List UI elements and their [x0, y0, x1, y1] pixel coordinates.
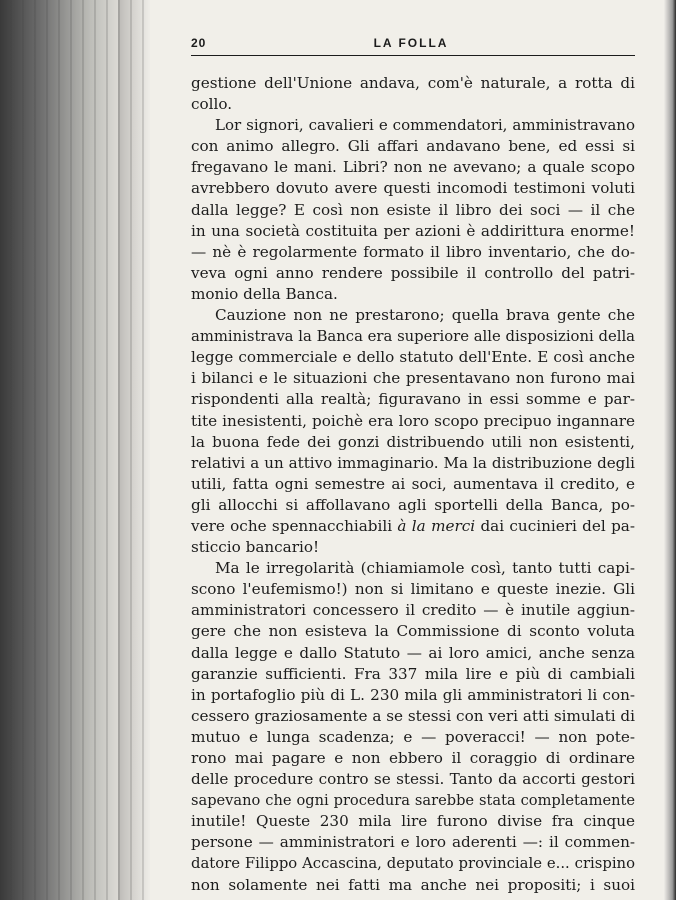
- text-line: con animo allegro. Gli affari andavano bene, ed essi si: [191, 137, 635, 156]
- page-number: 20: [191, 36, 207, 50]
- text-line: fregavano le mani. Libri? non ne avevano; a quale scopo: [191, 158, 635, 177]
- text-line: scono l'eufemismo!) non si limitano e queste inezie. Gli: [191, 580, 635, 599]
- text-line: cessero graziosamente a se stessi con veri atti simulati di: [191, 706, 635, 725]
- text-line: dalla legge? E così non esiste il libro dei soci — il che: [191, 200, 635, 219]
- text-line: monio della Banca.: [191, 284, 338, 303]
- text-line: avrebbero dovuto avere questi incomodi testimoni voluti: [191, 179, 635, 198]
- text-line: gestione dell'Unione andava, com'è naturale, a rotta di: [191, 74, 635, 92]
- text-line: persone — amministratori e loro aderenti —: il commen-: [191, 833, 635, 852]
- text-line: i bilanci e le situazioni che presentavano non furono mai: [191, 369, 635, 388]
- header-rule: [191, 55, 635, 56]
- text-line: Cauzione non ne prestarono; quella brava gente che: [215, 306, 635, 325]
- binding-shadow: [118, 0, 150, 900]
- text-line: legge commerciale e dello statuto dell'Ente. E così anche: [191, 348, 635, 367]
- text-fragment: dai cucinieri del pa-: [475, 516, 635, 535]
- text-line: in una società costituita per azioni è addirittura enorme!: [191, 221, 635, 240]
- text-line: gere che non esisteva la Commissione di sconto voluta: [191, 622, 635, 641]
- text-line: relativi a un attivo immaginario. Ma la distribuzione degli: [191, 453, 635, 472]
- text-line: in portafoglio più di L. 230 mila gli amministratori li con-: [191, 685, 635, 704]
- text-line: garanzie sufficienti. Fra 337 mila lire e più di cambiali: [191, 664, 635, 683]
- body-text: [191, 73, 635, 896]
- text-line: sapevano che ogni procedura sarebbe stata completamente: [191, 792, 635, 810]
- text-line: delle procedure contro se stessi. Tanto da accorti gestori: [191, 770, 635, 789]
- italic-phrase: à la merci: [397, 516, 476, 535]
- text-line: non solamente nei fatti ma anche nei propositi; i suoi: [191, 875, 635, 894]
- text-line: inutile! Queste 230 mila lire furono divise fra cinque: [191, 812, 635, 831]
- text-line: mutuo e lunga scadenza; e — poveracci! — non pote-: [191, 727, 635, 746]
- text-line: amministrava la Banca era superiore alle disposizioni della: [191, 328, 635, 346]
- page-right-edge: [664, 0, 676, 900]
- text-line: dalla legge e dallo Statuto — ai loro amici, anche senza: [191, 643, 635, 662]
- text-line: — nè è regolarmente formato il libro inventario, che do-: [191, 242, 635, 261]
- text-line: utili, fatta ogni semestre ai soci, aumentava il credito, e: [191, 474, 635, 493]
- text-line: [191, 516, 635, 537]
- text-line: la buona fede dei gonzi distribuendo utili non esistenti,: [191, 432, 635, 451]
- text-line: datore Filippo Accascina, deputato provinciale e... crispino: [191, 855, 635, 873]
- text-line: Ma le irregolarità (chiamiamole così, tanto tutti capi-: [215, 559, 635, 578]
- text-fragment: vere oche spennacchiabili: [191, 516, 398, 535]
- running-head: [191, 36, 631, 56]
- text-line: veva ogni anno rendere possibile il controllo del patri-: [191, 263, 635, 282]
- text-line: tite inesistenti, poichè era loro scopo precipuo ingannare: [191, 411, 635, 430]
- text-line: amministratori concessero il credito — è inutile aggiun-: [191, 601, 635, 620]
- text-line: Lor signori, cavalieri e commendatori, amministravano: [215, 116, 635, 135]
- text-line: rispondenti alla realtà; figuravano in essi somme e par-: [191, 390, 635, 409]
- text-line: gli allocchi si affollavano agli sportelli della Banca, po-: [191, 495, 635, 514]
- text-line: rono mai pagare e non ebbero il coraggio di ordinare: [191, 749, 635, 767]
- running-title: LA FOLLA: [373, 36, 449, 50]
- text-line: sticcio bancario!: [191, 538, 320, 557]
- text-line: collo.: [191, 95, 233, 114]
